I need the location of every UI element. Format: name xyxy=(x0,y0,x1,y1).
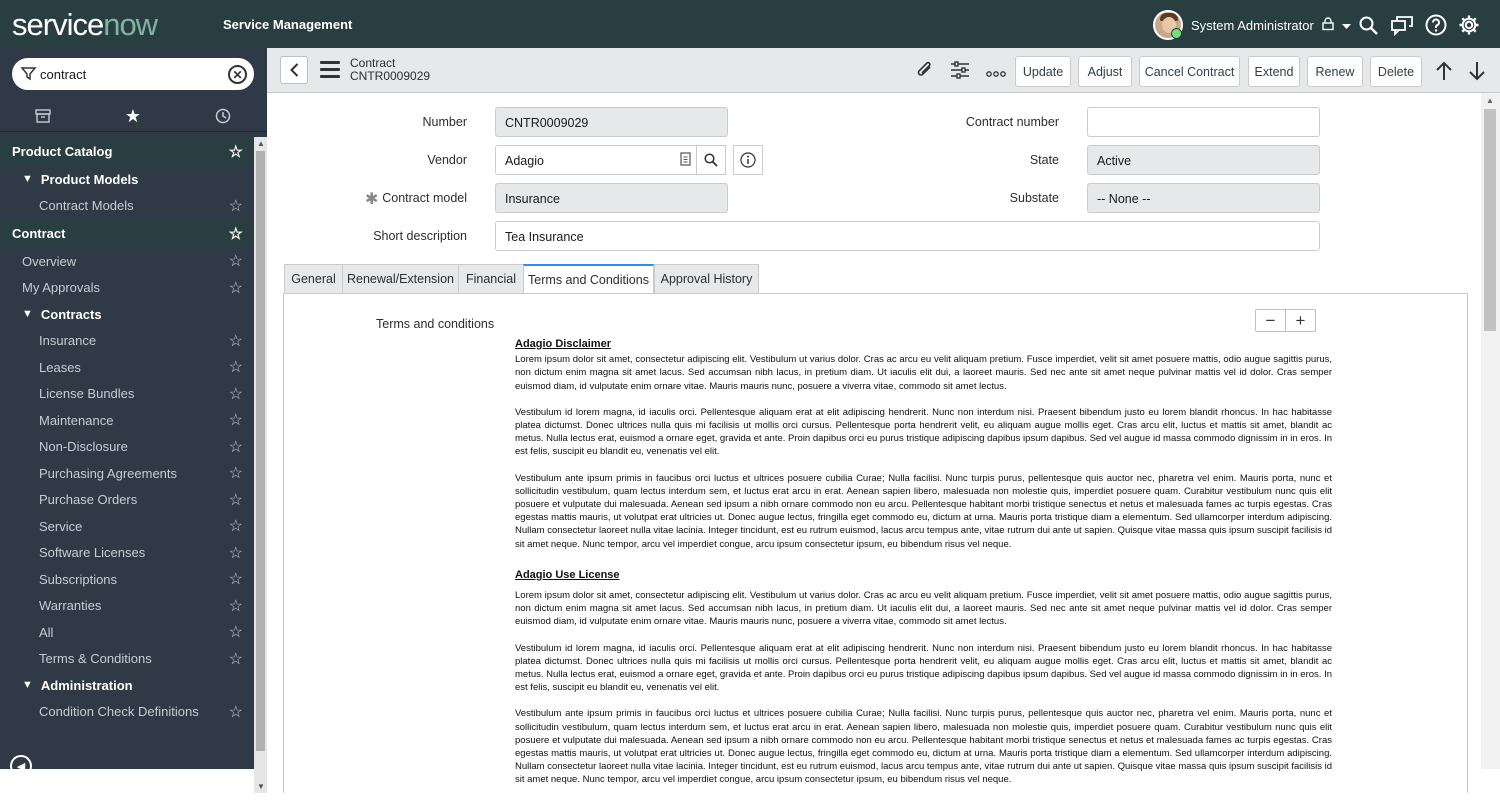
expand-triangle-icon[interactable]: ▼ xyxy=(22,679,33,692)
navigator-scrollbar[interactable]: ▲ ▼ xyxy=(254,137,267,793)
paragraph: Lorem ipsum dolor sit amet, consectetur adipiscing elit. Vestibulum ut varius dolor. Cras ac arcu eu velit aliquam pretium. Fusce imperdiet, velit sit amet posuere mattis, odio augue sagittis purus, non dictum enim magna sit amet lacus. Sed accumsan nibh lacus, in pretium diam. Ut iaculis elit dui, a laoreet mauris. Sed nec ante sit amet neque pulvinar mattis vel id dolor. Cras semper euismod diam, id vulputate enim ornare vitae. Mauris mauris nunc, posuere a viverra vitae, commodo sit amet lectus. xyxy=(515,354,1332,392)
avatar xyxy=(1153,10,1183,40)
adjust-button[interactable]: Adjust xyxy=(1078,56,1132,87)
help-icon[interactable] xyxy=(1425,14,1447,36)
terms-panel xyxy=(283,293,1468,793)
nav-item-label: My Approvals xyxy=(22,280,101,296)
nav-item-maintenance[interactable] xyxy=(0,407,253,434)
favorite-star-icon[interactable]: ☆ xyxy=(228,385,243,403)
delete-button[interactable]: Delete xyxy=(1370,56,1422,87)
nav-item-label: Leases xyxy=(39,359,81,375)
tab-approval-history[interactable]: Approval History xyxy=(654,264,759,294)
state-field[interactable]: Active xyxy=(1087,145,1320,175)
paragraph: Vestibulum id lorem magna, id iaculis orci. Pellentesque aliquam erat at elit adipiscing hendrerit. Nunc non interdum nisi. Praesent bibendum justo eu lorem blandit rhoncus. In hac habitasse platea dictumst. Donec ultrices nulla quis mi facilisis ut mollis orci cursus. Pellentesque porta hendrerit velit, eu aliquam augue mollis eget. Cras arcu elit, luctus et mattis sit amet, blandit ac metus. Nulla lectus erat, euismod a ornare eget, gravida et ante. Proin dapibus orci eu purus tristique adipiscing dapibus ipsum dapibus. Sed vel augue id massa commodo dignissim in in eros. In est felis, suscipit eu blandit eu, venenatis vel elit. xyxy=(515,642,1332,694)
all-apps-icon[interactable] xyxy=(32,106,54,126)
tab-terms-and-conditions[interactable]: Terms and Conditions xyxy=(523,264,654,294)
substate-label: Substate xyxy=(1009,191,1059,205)
favorite-star-icon[interactable]: ☆ xyxy=(228,650,243,668)
nav-item-label: Product Catalog xyxy=(12,144,113,159)
nav-item-contract-models[interactable] xyxy=(0,193,253,220)
nav-item-label: All xyxy=(39,624,54,640)
favorite-star-icon[interactable]: ☆ xyxy=(228,518,243,536)
nav-item-label: Insurance xyxy=(39,333,97,349)
mandatory-asterisk-icon: ✱ xyxy=(365,191,379,208)
application-navigator xyxy=(0,48,267,791)
nav-item-label: Contract xyxy=(12,226,66,241)
navigator-tabs xyxy=(0,100,267,132)
nav-item-label: Purchase Orders xyxy=(39,492,138,508)
next-record-arrow-icon[interactable] xyxy=(1468,61,1486,84)
terms-document xyxy=(515,338,1332,800)
nav-item-label: Product Models xyxy=(40,171,139,187)
vendor-label: Vendor xyxy=(427,153,467,167)
contract-number-label: Contract number xyxy=(965,115,1059,129)
collapse-navigator-icon[interactable]: ◀ xyxy=(10,755,32,777)
previous-record-arrow-icon[interactable] xyxy=(1435,61,1453,84)
use-license-heading: Adagio Use License xyxy=(515,568,620,581)
short-description-field[interactable]: Tea Insurance xyxy=(495,221,1320,251)
user-name: System Administrator xyxy=(1191,17,1314,33)
favorite-star-icon[interactable]: ☆ xyxy=(228,438,243,456)
number-label: Number xyxy=(422,115,467,129)
form-header xyxy=(267,48,1500,93)
short-description-label: Short description xyxy=(373,229,467,243)
favorite-star-icon[interactable]: ☆ xyxy=(228,332,243,350)
form-scrollbar[interactable]: ▲ xyxy=(1481,93,1500,769)
navigator-list xyxy=(0,137,253,793)
record-number: CNTR0009029 xyxy=(350,69,431,83)
vendor-lookup-search-icon[interactable] xyxy=(696,145,726,175)
expand-triangle-icon[interactable]: ▼ xyxy=(22,308,33,321)
cancel-contract-button[interactable]: Cancel Contract xyxy=(1139,56,1240,87)
context-menu-icon[interactable] xyxy=(320,61,340,79)
favorite-star-icon[interactable]: ☆ xyxy=(228,225,243,243)
nav-item-label: Non-Disclosure xyxy=(39,439,128,455)
renew-button[interactable]: Renew xyxy=(1307,56,1363,87)
vendor-value: Adagio xyxy=(505,154,544,168)
favorite-star-icon[interactable]: ☆ xyxy=(228,703,243,721)
nav-item-label: Subscriptions xyxy=(39,571,118,587)
nav-item-software-licenses[interactable] xyxy=(0,540,253,567)
favorites-star-icon[interactable]: ★ xyxy=(124,105,142,126)
favorite-star-icon[interactable]: ☆ xyxy=(228,544,243,562)
nav-item-label: Terms & Conditions xyxy=(39,651,152,667)
update-button[interactable]: Update xyxy=(1015,56,1071,87)
nav-item-product-models[interactable] xyxy=(0,166,253,193)
zoom-out-button[interactable]: − xyxy=(1256,310,1286,331)
favorite-star-icon[interactable]: ☆ xyxy=(228,253,243,271)
nav-item-label: Warranties xyxy=(39,598,102,614)
favorite-star-icon[interactable]: ☆ xyxy=(228,143,243,161)
contract-number-field[interactable] xyxy=(1087,107,1320,137)
filter-funnel-icon xyxy=(21,66,36,84)
clear-filter-icon[interactable]: ✕ xyxy=(228,65,247,84)
paragraph: Vestibulum ante ipsum primis in faucibus orci luctus et ultrices posuere cubilia Curae; Nulla facilisi. Nunc turpis purus, pellentesque quis auctor nec, pharetra vel enim. Mauris porta, nunc et sollicitudin vestibulum, quam lectus interdum sem, et luctus erat arcu in erat. Aenean sapien libero, malesuada non molestie quis, imperdiet posuere quam. Curabitur vestibulum nunc quis elit posuere et vulputate dui malesuada. Aenean sed ipsum a nibh ornare commodo non eu arcu. Pellentesque habitant morbi tristique senectus et netus et malesuada fames ac turpis egestas. Cras egestas mattis mauris, ut volutpat erat ultricies ut. Donec augue lectus, fringilla eget commodo eu, dictum at urna. Mauris porta tristique diam a elementum. Sed ullamcorper interdum adipiscing. Nullam consectetur laoreet nulla vitae lacinia. Integer tincidunt, est eu rutrum euismod, lacus arcu tempus ante, vitae rutrum dui ante ut sapien. Quisque vitae massa quis ipsum suscipit facilisis id sit amet neque. Nunc tempor, arcu vel imperdiet congue, arcu ipsum consectetur ipsum, eu bibendum risus vel neque. xyxy=(515,472,1332,550)
lock-icon[interactable] xyxy=(1322,17,1334,33)
nav-item-all[interactable] xyxy=(0,619,253,646)
nav-item-label: Contract Models xyxy=(39,198,134,214)
favorite-star-icon[interactable]: ☆ xyxy=(228,359,243,377)
top-banner xyxy=(0,0,1500,48)
disclaimer-heading: Adagio Disclaimer xyxy=(515,338,611,350)
extend-button[interactable]: Extend xyxy=(1248,56,1300,87)
navigator-filter-input[interactable]: contract xyxy=(40,67,87,82)
nav-item-warranties[interactable] xyxy=(0,593,253,620)
form-body xyxy=(267,93,1481,786)
servicenow-logo[interactable]: servicenow xyxy=(12,7,158,42)
vendor-field[interactable] xyxy=(495,145,701,175)
gear-icon[interactable] xyxy=(1458,14,1480,36)
nav-item-label: Overview xyxy=(22,253,77,269)
personalize-form-icon[interactable] xyxy=(950,60,970,83)
tab-general[interactable]: General xyxy=(284,264,343,294)
nav-item-label: Contracts xyxy=(40,306,102,322)
tab-financial[interactable]: Financial xyxy=(458,264,524,294)
paragraph: Vestibulum ante ipsum primis in faucibus orci luctus et ultrices posuere cubilia Curae; Nulla facilisi. Nunc turpis purus, pellentesque quis auctor nec, pharetra vel enim. Mauris porta, nunc et sollicitudin vestibulum, quam lectus interdum sem, et luctus erat arcu in erat. Aenean sapien libero, malesuada non molestie quis, imperdiet posuere quam. Curabitur vestibulum nunc quis elit posuere et vulputate dui malesuada. Aenean sed ipsum a nibh ornare commodo non eu arcu. Pellentesque habitant morbi tristique senectus et netus et malesuada fames ac turpis egestas. Cras egestas mattis mauris, ut volutpat erat ultricies ut. Donec augue lectus, fringilla eget commodo eu, dictum at urna. Mauris porta tristique diam a elementum. Sed ullamcorper interdum adipiscing. Nullam consectetur laoreet nulla vitae lacinia. Integer tincidunt, est eu rutrum euismod, lacus arcu tempus ante, vitae rutrum dui ante ut sapien. Quisque vitae massa quis ipsum suscipit facilisis id sit amet neque. Nunc tempor, arcu vel imperdiet congue, arcu ipsum consectetur ipsum, eu bibendum risus vel neque. xyxy=(515,708,1332,786)
nav-item-label: Maintenance xyxy=(39,412,114,428)
nav-item-purchasing-agreements[interactable] xyxy=(0,460,253,487)
favorite-star-icon[interactable]: ☆ xyxy=(228,597,243,615)
nav-item-label: Administration xyxy=(40,677,133,693)
terms-and-conditions-label: Terms and conditions xyxy=(376,317,495,331)
product-name: Service Management xyxy=(223,17,353,32)
nav-item-product-catalog[interactable] xyxy=(0,137,253,166)
number-field[interactable]: CNTR0009029 xyxy=(495,107,728,137)
attachment-icon[interactable] xyxy=(915,60,935,83)
nav-item-label: Service xyxy=(39,518,83,534)
nav-item-leases[interactable] xyxy=(0,354,253,381)
table-name: Contract xyxy=(350,56,396,70)
favorite-star-icon[interactable]: ☆ xyxy=(228,412,243,430)
zoom-in-button[interactable]: + xyxy=(1295,310,1306,330)
paragraph: Lorem ipsum dolor sit amet, consectetur adipiscing elit. Vestibulum ut varius dolor. Cras ac arcu eu velit aliquam pretium. Fusce imperdiet, velit sit amet posuere mattis, odio augue sagittis purus, non dictum enim magna sit amet lacus. Sed accumsan nibh lacus, in pretium diam. Ut iaculis elit dui, a laoreet mauris. Sed nec ante sit amet neque pulvinar mattis vel id dolor. Cras semper euismod diam, id vulputate enim ornare vitae. Mauris mauris nunc, posuere a viverra vitae, commodo sit amet lectus. xyxy=(515,590,1332,628)
nav-item-insurance[interactable] xyxy=(0,328,253,355)
nav-item-terms-conditions[interactable] xyxy=(0,646,253,673)
substate-field[interactable]: -- None -- xyxy=(1087,183,1320,213)
favorite-star-icon[interactable]: ☆ xyxy=(228,197,243,215)
nav-item-label: License Bundles xyxy=(39,386,135,402)
more-options-icon[interactable] xyxy=(986,65,1006,80)
tab-renewal-extension[interactable]: Renewal/Extension xyxy=(342,264,459,294)
favorite-star-icon[interactable]: ☆ xyxy=(228,624,243,642)
nav-item-contracts[interactable] xyxy=(0,301,253,328)
zoom-controls xyxy=(1255,309,1316,332)
favorite-star-icon[interactable]: ☆ xyxy=(228,465,243,483)
history-clock-icon[interactable] xyxy=(212,106,234,126)
contract-model-label: ✱ Contract model xyxy=(365,191,467,208)
caret-down-icon[interactable] xyxy=(1342,18,1351,33)
nav-item-condition-check-definitions[interactable] xyxy=(0,699,253,726)
nav-item-service[interactable] xyxy=(0,513,253,540)
nav-item-overview[interactable] xyxy=(0,248,253,275)
favorite-star-icon[interactable]: ☆ xyxy=(228,491,243,509)
nav-item-label: Condition Check Definitions xyxy=(39,704,199,720)
nav-item-non-disclosure[interactable] xyxy=(0,434,253,461)
user-menu[interactable] xyxy=(1153,10,1351,40)
nav-item-administration[interactable] xyxy=(0,672,253,699)
favorite-star-icon[interactable]: ☆ xyxy=(228,279,243,297)
paragraph: Vestibulum id lorem magna, id iaculis orci. Pellentesque aliquam erat at elit adipiscing hendrerit. Nunc non interdum nisi. Praesent bibendum justo eu lorem blandit rhoncus. In hac habitasse platea dictumst. Donec ultrices nulla quis mi facilisis ut mollis orci cursus. Pellentesque porta hendrerit velit, eu aliquam augue mollis eget. Cras arcu elit, luctus et mattis sit amet, blandit ac metus. Nulla lectus erat, euismod a ornare eget, gravida et ante. Proin dapibus orci eu purus tristique adipiscing dapibus ipsum dapibus. Sed vel augue id massa commodo dignissim in in eros. In est felis, suscipit eu blandit eu, venenatis vel elit. xyxy=(515,406,1332,458)
nav-item-my-approvals[interactable] xyxy=(0,275,253,302)
navigator-filter[interactable] xyxy=(12,58,254,90)
reference-document-icon[interactable] xyxy=(680,152,691,169)
vendor-info-icon[interactable] xyxy=(733,145,763,175)
nav-item-purchase-orders[interactable] xyxy=(0,487,253,514)
nav-item-contract[interactable] xyxy=(0,219,253,248)
form-title xyxy=(350,57,430,83)
expand-triangle-icon[interactable]: ▼ xyxy=(22,173,33,186)
chat-icon[interactable] xyxy=(1391,14,1413,36)
search-icon[interactable] xyxy=(1357,14,1379,36)
favorite-star-icon[interactable]: ☆ xyxy=(228,571,243,589)
nav-item-license-bundles[interactable] xyxy=(0,381,253,408)
state-label: State xyxy=(1029,153,1059,167)
nav-item-label: Software Licenses xyxy=(39,545,146,561)
nav-item-label: Purchasing Agreements xyxy=(39,465,178,481)
contract-model-field[interactable]: Insurance xyxy=(495,183,728,213)
nav-item-subscriptions[interactable] xyxy=(0,566,253,593)
back-button[interactable] xyxy=(280,56,308,84)
